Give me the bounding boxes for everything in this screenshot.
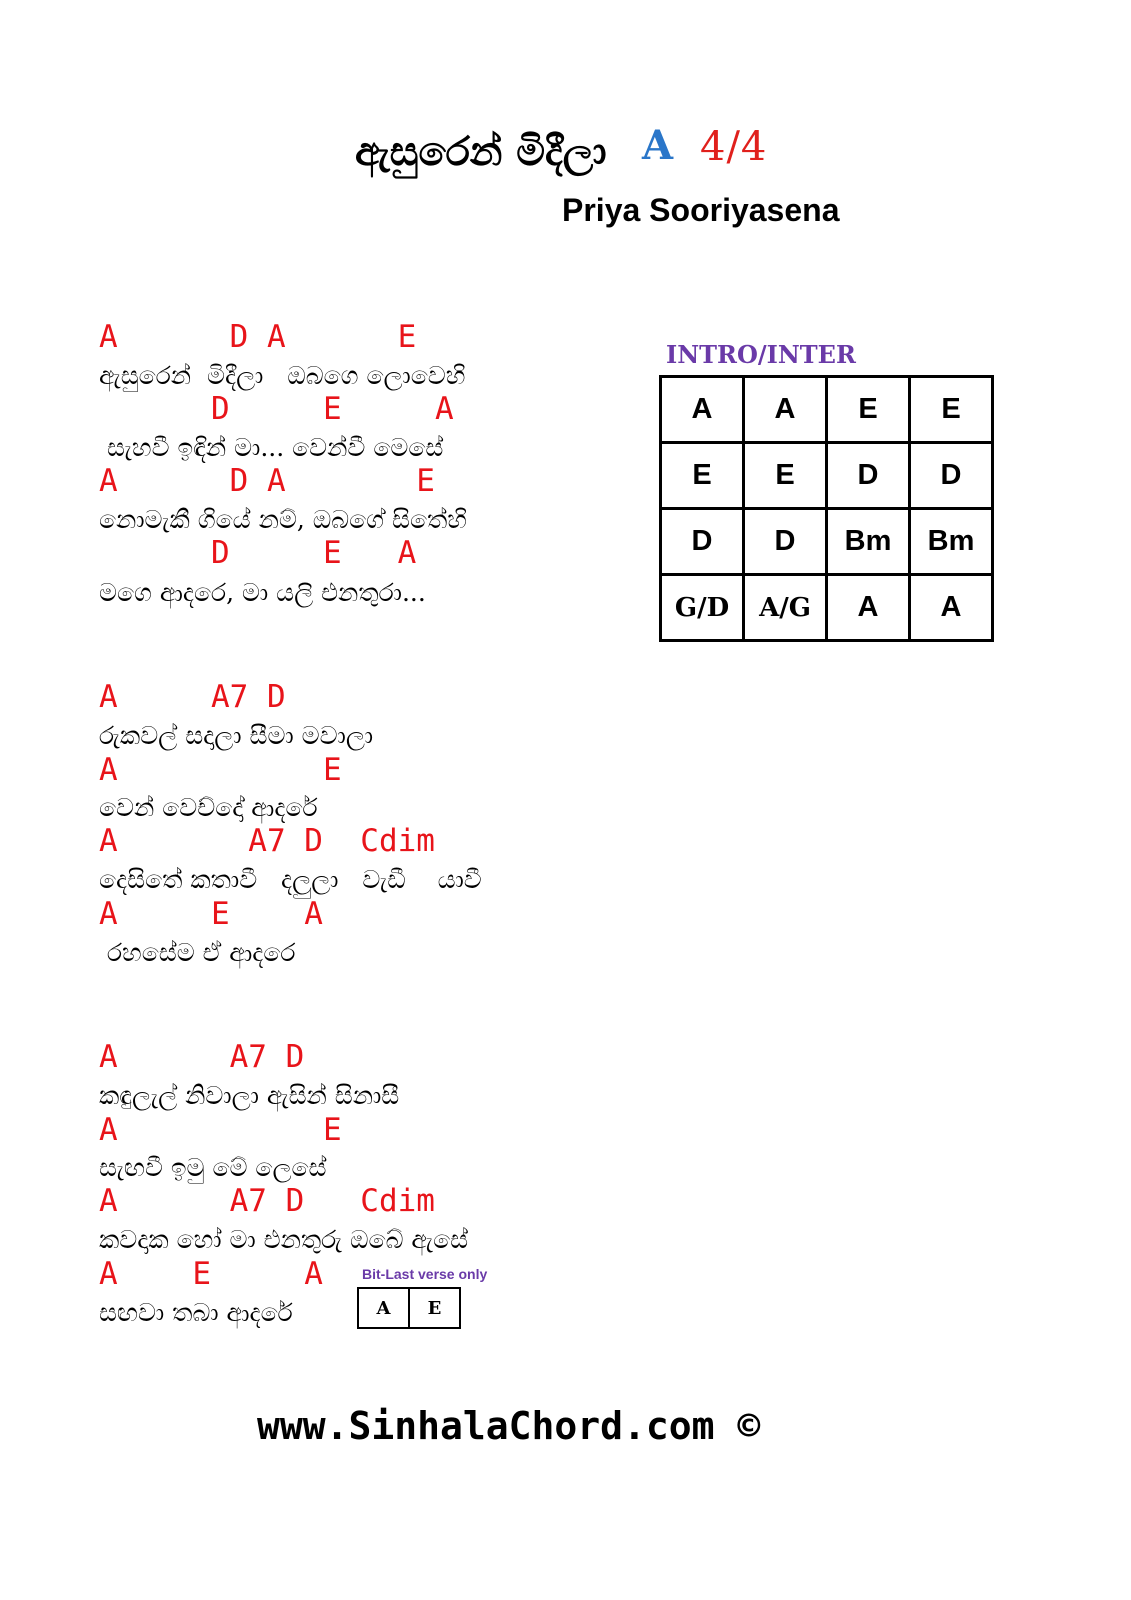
grid-cell: E — [744, 443, 827, 509]
lyric-line: කවදාක හෝ මා එනතුරු ඔබේ ඇසේ — [99, 1225, 469, 1254]
intro-label: INTRO/INTER — [666, 340, 856, 369]
bit-row — [358, 1288, 460, 1328]
grid-row — [661, 509, 993, 575]
grid-cell: A — [661, 377, 744, 443]
grid-cell: A — [910, 575, 993, 641]
chord-line: A A7 D — [99, 679, 286, 715]
intro-chord-grid — [659, 375, 994, 642]
chord-line: A E A — [99, 1256, 323, 1292]
grid-cell: D — [910, 443, 993, 509]
grid-row — [661, 377, 993, 443]
chord-line: A D A E — [99, 463, 435, 499]
grid-cell: E — [827, 377, 910, 443]
site-footer: www.SinhalaChord.com © — [257, 1404, 761, 1448]
grid-cell: E — [661, 443, 744, 509]
chord-line: A E A — [99, 896, 323, 932]
grid-cell: Bm — [910, 509, 993, 575]
grid-cell: D — [744, 509, 827, 575]
chord-line: D E A — [99, 535, 417, 571]
time-signature: 4/4 — [700, 124, 768, 170]
lyric-line: ඇසුරෙන් මිදීලා ඔබගෙ ලොවෙහි — [99, 361, 466, 390]
grid-cell: G/D — [661, 575, 744, 641]
chord-line: A E — [99, 752, 342, 788]
chord-line: D E A — [99, 391, 454, 427]
lyric-line: මගෙ ආදරෙ, මා යලි එනතුරා... — [99, 578, 426, 607]
song-key: A — [642, 122, 674, 169]
chord-line: A D A E — [99, 319, 417, 355]
lyric-line: සඟවා තබා ආදරේ — [99, 1298, 293, 1327]
lyric-line: කඳුලැල් නිවාලා ඇසින් සිනාසී — [99, 1081, 400, 1110]
grid-cell: D — [827, 443, 910, 509]
grid-cell: D — [661, 509, 744, 575]
lyric-line: නොමැකී ගියේ නම්, ඔබගේ සිතේහි — [99, 505, 467, 534]
grid-cell: Bm — [827, 509, 910, 575]
grid-row — [661, 575, 993, 641]
chord-line: A A7 D Cdim — [99, 1183, 435, 1219]
chord-line: A A7 D Cdim — [99, 823, 435, 859]
lyric-line: දෙසිතේ කතාවී දලුලා වැඩී යාවී — [99, 865, 482, 894]
lyric-line: වෙන් වෙච්දෝ ආදරේ — [99, 793, 318, 822]
grid-cell: A/G — [744, 575, 827, 641]
artist-name: Priya Sooriyasena — [562, 192, 840, 228]
grid-row — [661, 443, 993, 509]
bit-cell: E — [409, 1288, 460, 1328]
chord-line: A A7 D — [99, 1039, 305, 1075]
lyric-line: රුකවල් සදාලා සීමා මවාලා — [99, 721, 374, 750]
lyric-line: සැහවී ඉඳින් මා... වෙන්වී මෙසේ — [99, 433, 444, 462]
lyric-line: සැඟවී ඉමු මේ ලෙසේ — [99, 1153, 327, 1182]
bit-label: Bit-Last verse only — [362, 1266, 488, 1282]
grid-cell: A — [744, 377, 827, 443]
lyric-line: රහසේම ඒ ආදරෙ — [99, 938, 296, 967]
grid-cell: E — [910, 377, 993, 443]
bit-chord-box — [357, 1287, 461, 1329]
grid-cell: A — [827, 575, 910, 641]
chord-line: A E — [99, 1112, 342, 1148]
song-title: ඇසුරෙන් මිදීලා — [355, 128, 607, 175]
bit-cell: A — [358, 1288, 409, 1328]
